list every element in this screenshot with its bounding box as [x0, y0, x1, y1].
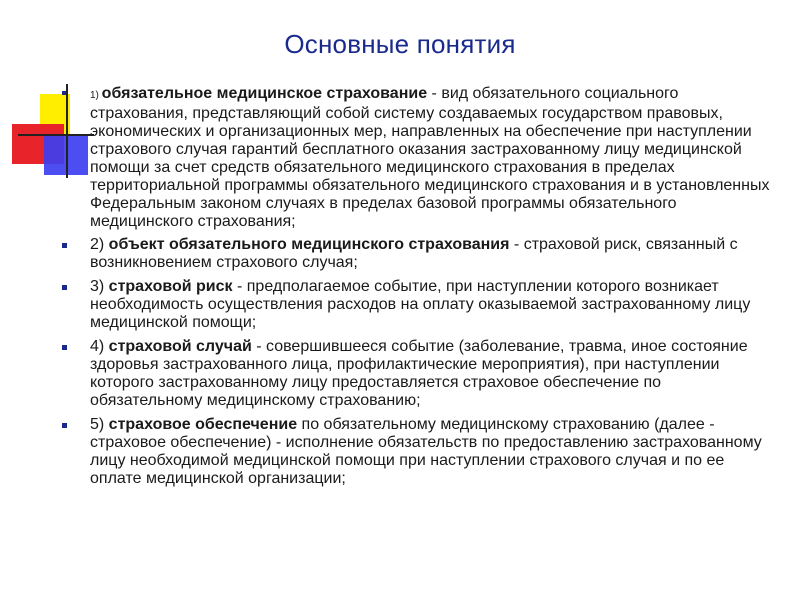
- term: страховое обеспечение: [108, 416, 298, 433]
- definition-text: - страховой риск, связанный с возникновением страхового случая;: [90, 236, 738, 271]
- bullet-marker: [62, 345, 67, 350]
- term: страховой случай: [108, 338, 252, 355]
- definition-item: [62, 236, 772, 272]
- slide-title: Основные понятия: [284, 29, 516, 59]
- item-number: 2): [90, 236, 109, 253]
- definitions-list: [62, 85, 772, 494]
- bullet-marker: [62, 243, 67, 248]
- item-number: 1): [90, 90, 102, 101]
- item-number: 3): [90, 278, 109, 295]
- term: объект обязательного медицинского страхования: [108, 236, 510, 253]
- term: обязательное медицинское страхование: [101, 85, 428, 102]
- definition-item: [62, 416, 772, 488]
- definition-text: - совершившееся событие (заболевание, травма, иное состояние здоровья застрахованного лица, профилактические мероприятия), при наступлении которого застрахованному лицу предоставляется страховое обеспечение по обязательному медицинскому страхованию;: [90, 338, 748, 409]
- item-number: 5): [90, 416, 109, 433]
- definition-item: [62, 85, 772, 231]
- definition-text: по обязательному медицинскому страхованию (далее - страховое обеспечение) - исполнение обязательств по предоставлению застрахованному лицу необходимой медицинской помощи при наступлении страхового случая и по ее оплате медицинской организации;: [90, 416, 762, 487]
- definition-text: - вид обязательного социального страхования, представляющий собой систему создаваемых государством правовых, экономических и организационных мер, направленных на обеспечение при наступлении страхового случая гарантий бесплатного оказания застрахованному лицу медицинской помощи за счет средств обязательного медицинского страхования в пределах территориальной программы обязательного медицинского страхования и в установленных Федеральным законом случаях в пределах базовой программы обязательного медицинского страхования;: [90, 85, 770, 230]
- definition-item: [62, 338, 772, 410]
- bullet-marker: [62, 285, 67, 290]
- bullet-marker: [62, 91, 66, 95]
- definition-text: - предполагаемое событие, при наступлении которого возникает необходимость осуществления расходов на оплату оказываемой застрахованному лицу медицинской помощи;: [90, 278, 751, 331]
- bullet-marker: [62, 423, 67, 428]
- definition-item: [62, 278, 772, 332]
- item-number: 4): [90, 338, 109, 355]
- term: страховой риск: [108, 278, 233, 295]
